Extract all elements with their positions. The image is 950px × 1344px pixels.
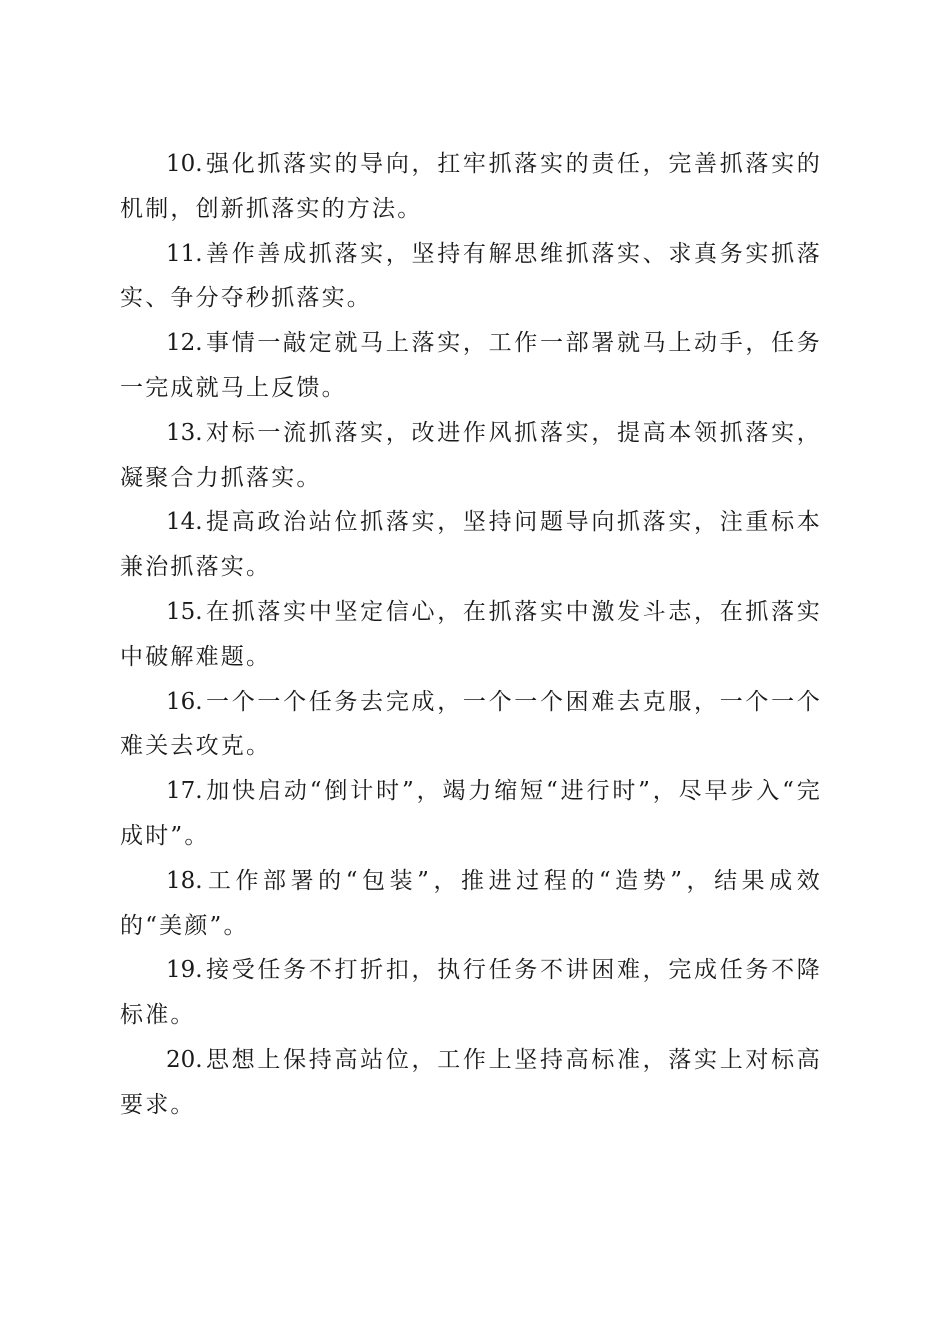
- paragraph-12: [120, 321, 822, 411]
- paragraph-text: 在抓落实中坚定信心，在抓落实中激发斗志，在抓落实中破解难题。: [120, 598, 822, 670]
- paragraph-text: 加快启动“倒计时”，竭力缩短“进行时”，尽早步入“完成时”。: [120, 778, 822, 849]
- paragraph-10: [120, 142, 822, 232]
- paragraph-text: 事情一敲定就马上落实，工作一部署就马上动手，任务一完成就马上反馈。: [120, 330, 822, 401]
- paragraph-text: 善作善成抓落实，坚持有解思维抓落实、求真务实抓落实、争分夺秒抓落实。: [120, 240, 822, 312]
- paragraph-number: 15.: [166, 598, 203, 625]
- paragraph-number: 13.: [166, 419, 203, 446]
- paragraph-number: 20.: [166, 1046, 203, 1073]
- document-body: [120, 142, 822, 1128]
- paragraph-number: 17.: [166, 778, 203, 805]
- paragraph-11: [120, 232, 822, 322]
- paragraph-text: 接受任务不打折扣，执行任务不讲困难，完成任务不降标准。: [120, 957, 822, 1029]
- paragraph-number: 10.: [166, 151, 203, 177]
- paragraph-20: [120, 1038, 822, 1128]
- paragraph-15: [120, 590, 822, 680]
- paragraph-text: 工作部署的“包装”，推进过程的“造势”，结果成效的“美颜”。: [120, 867, 822, 939]
- paragraph-16: [120, 680, 822, 770]
- paragraph-text: 提高政治站位抓落实，坚持问题导向抓落实，注重标本兼治抓落实。: [120, 509, 822, 581]
- paragraph-number: 19.: [166, 957, 203, 984]
- paragraph-18: [120, 859, 822, 949]
- paragraph-13: [120, 411, 822, 501]
- paragraph-17: [120, 769, 822, 859]
- paragraph-number: 14.: [166, 509, 203, 536]
- paragraph-19: [120, 948, 822, 1038]
- paragraph-text: 对标一流抓落实，改进作风抓落实，提高本领抓落实，凝聚合力抓落实。: [120, 419, 822, 491]
- paragraph-text: 强化抓落实的导向，扛牢抓落实的责任，完善抓落实的机制，创新抓落实的方法。: [120, 151, 822, 222]
- paragraph-number: 16.: [166, 688, 203, 715]
- paragraph-number: 12.: [166, 330, 203, 357]
- paragraph-number: 18.: [166, 867, 203, 894]
- paragraph-number: 11.: [166, 240, 203, 267]
- paragraph-text: 思想上保持高站位，工作上坚持高标准，落实上对标高要求。: [120, 1046, 822, 1118]
- paragraph-14: [120, 500, 822, 590]
- paragraph-text: 一个一个任务去完成，一个一个困难去克服，一个一个难关去攻克。: [120, 688, 822, 760]
